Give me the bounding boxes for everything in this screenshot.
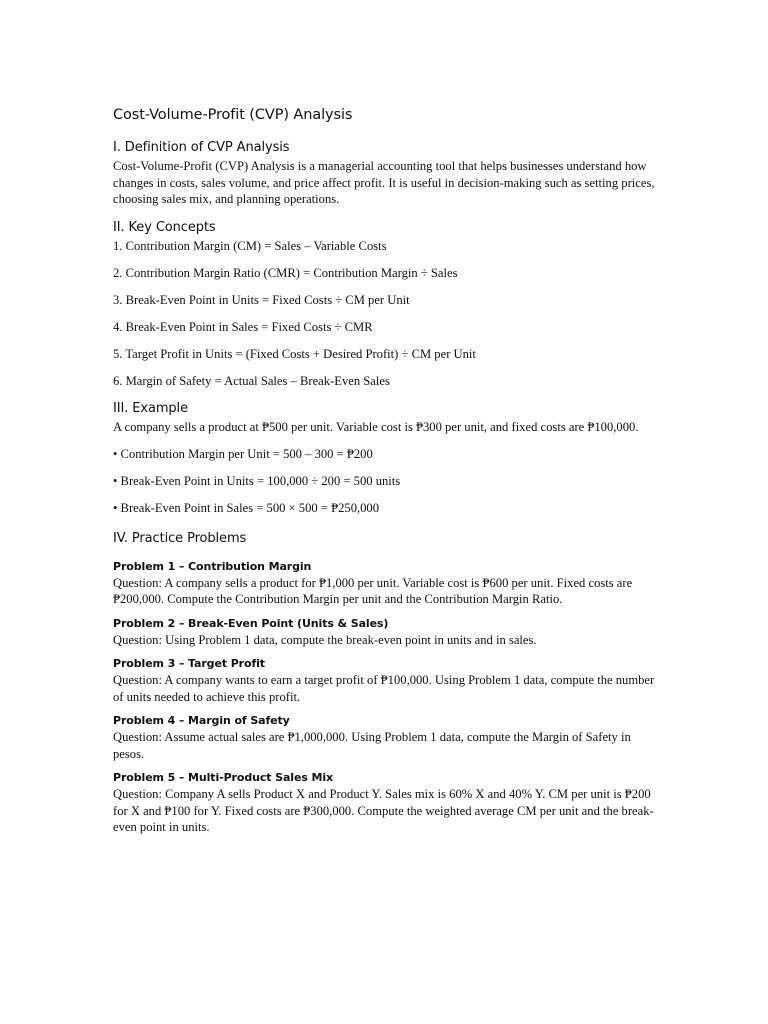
key-concept-item: 2. Contribution Margin Ratio (CMR) = Contribution Margin ÷ Sales <box>113 265 458 280</box>
definition-paragraph: Cost-Volume-Profit (CVP) Analysis is a managerial accounting tool that helps businesses understand how changes in costs, sales volume, and price affect profit. It is useful in decision-making such as setting prices, choosing sales mix, and planning operations. <box>113 159 655 206</box>
example-bullet: • Break-Even Point in Units = 100,000 ÷ 200 = 500 units <box>113 474 401 488</box>
problem-block <box>113 559 658 608</box>
problem-title: Problem 1 – Contribution Margin <box>113 559 312 573</box>
section-heading-practice: IV. Practice Problems <box>113 530 247 546</box>
problem-block <box>113 713 658 762</box>
example-bullet: • Break-Even Point in Sales = 500 × 500 = ₱250,000 <box>113 501 380 515</box>
section-practice-problems <box>113 529 658 836</box>
key-concept-item: 3. Break-Even Point in Units = Fixed Costs ÷ CM per Unit <box>113 292 410 307</box>
problem-question: Question: A company sells a product for ₱1,000 per unit. Variable cost is ₱600 per unit. Fixed costs are ₱200,000. Compute the Contribution Margin per unit and the Contribution Margin Ratio. <box>113 575 633 606</box>
problem-title: Problem 3 – Target Profit <box>113 657 265 670</box>
problem-block <box>113 656 658 705</box>
problem-question: Question: Company A sells Product X and Product Y. Sales mix is 60% X and 40% Y. CM per unit is ₱200 for X and ₱100 for Y. Fixed costs are ₱300,000. Compute the weighted average CM per unit and the break-even point in units. <box>113 787 654 834</box>
key-concept-item: 1. Contribution Margin (CM) = Sales – Variable Costs <box>113 238 387 253</box>
example-bullet: • Contribution Margin per Unit = 500 – 300 = ₱200 <box>113 447 373 461</box>
problem-block <box>113 616 658 649</box>
key-concept-item: 6. Margin of Safety = Actual Sales – Break-Even Sales <box>113 373 390 388</box>
document-page <box>113 104 658 836</box>
section-heading-definition: I. Definition of CVP Analysis <box>113 140 290 155</box>
problem-question: Question: A company wants to earn a target profit of ₱100,000. Using Problem 1 data, compute the number of units needed to achieve this profit. <box>113 673 655 704</box>
problem-question: Question: Using Problem 1 data, compute the break-even point in units and in sales. <box>113 632 537 647</box>
section-definition <box>113 138 658 208</box>
section-heading-example: III. Example <box>113 401 188 416</box>
section-key-concepts <box>113 218 658 390</box>
problem-title: Problem 4 – Margin of Safety <box>113 714 290 727</box>
section-example <box>113 399 658 517</box>
problem-title: Problem 5 – Multi-Product Sales Mix <box>113 771 334 784</box>
key-concept-item: 4. Break-Even Point in Sales = Fixed Costs ÷ CMR <box>113 319 373 334</box>
example-paragraph: A company sells a product at ₱500 per unit. Variable cost is ₱300 per unit, and fixed costs are ₱100,000. <box>113 420 639 434</box>
key-concept-item: 5. Target Profit in Units = (Fixed Costs + Desired Profit) ÷ CM per Unit <box>113 346 476 361</box>
document-title: Cost-Volume-Profit (CVP) Analysis <box>113 107 353 123</box>
problem-question: Question: Assume actual sales are ₱1,000,000. Using Problem 1 data, compute the Margin of Safety in pesos. <box>113 730 631 761</box>
problem-title: Problem 2 – Break-Even Point (Units & Sales) <box>113 616 389 630</box>
problem-block <box>113 770 658 836</box>
section-heading-key-concepts: II. Key Concepts <box>113 219 216 235</box>
